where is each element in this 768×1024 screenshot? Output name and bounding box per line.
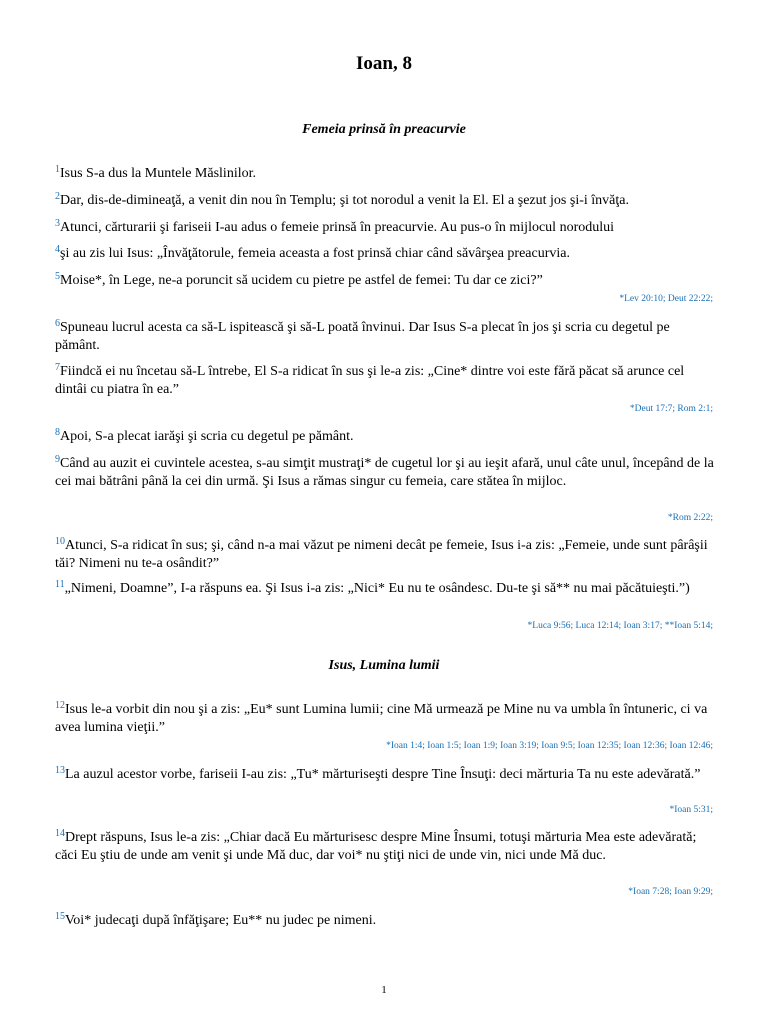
- cross-reference: *Ioan 1:4; Ioan 1:5; Ioan 1:9; Ioan 3:19; Ioan 9:5; Ioan 12:35; Ioan 12:36; Ioan 12:46;: [386, 741, 713, 751]
- page-title: Ioan, 8: [356, 53, 412, 74]
- verse-text: Atunci, cărturarii şi fariseii I-au adus o femeie prinsă în preacurvie. Au pus-o în mijlocul norodului: [60, 220, 615, 235]
- cross-reference: *Deut 17:7; Rom 2:1;: [629, 404, 713, 414]
- cross-reference: *Rom 2:22;: [667, 513, 713, 523]
- verse-number: 7: [55, 362, 60, 373]
- verse: [55, 912, 715, 930]
- verse-number: 13: [55, 765, 65, 776]
- verse: [55, 363, 715, 399]
- verse-number: 6: [55, 318, 60, 329]
- verse-text: Când au auzit ei cuvintele acestea, s-au simţit mustraţi* de cugetul lor şi au ieşit afară, unul câte unul, începând de la cei mai bătrâni până la cei din urmă. Şi Isus a rămas singur cu femeia, care stătea în mijloc.: [55, 456, 714, 489]
- verse-text: Voi* judecaţi după înfăţişare; Eu** nu judec pe nimeni.: [65, 913, 377, 928]
- verse: [55, 272, 715, 290]
- verse-text: Fiindcă ei nu încetau să-L întrebe, El S-a ridicat în sus şi le-a zis: „Cine* dintre voi este fără păcat să arunce cel dintâi cu piatra în ea.”: [55, 364, 685, 397]
- verse-text: Drept răspuns, Isus le-a zis: „Chiar dacă Eu mărturisesc despre Mine Însumi, totuşi mărturia Mea este adevărată; căci Eu ştiu de unde am venit şi unde Mă duc, dar voi* nu ştiţi nici de unde vin, nici unde Mă duc.: [55, 830, 697, 863]
- verse-text: Atunci, S-a ridicat în sus; şi, când n-a mai văzut pe nimeni decât pe femeie, Isus i-a zis: „Femeie, unde sunt pârâşii tăi? Nimeni nu te-a osândit?”: [55, 538, 708, 571]
- verse-text: şi au zis lui Isus: „Învăţătorule, femeia aceasta a fost prinsă chiar când săvârşea preacurvia.: [60, 246, 570, 261]
- verse: [55, 192, 715, 210]
- verse: [55, 537, 715, 573]
- cross-reference: *Lev 20:10; Deut 22:22;: [619, 294, 713, 304]
- page-number: 1: [381, 984, 387, 996]
- verse-number: 4: [55, 244, 60, 255]
- cross-reference: *Ioan 5:31;: [669, 805, 713, 815]
- verse-number: 12: [55, 700, 65, 711]
- verse: [55, 219, 715, 237]
- verse: [55, 766, 715, 784]
- verse: [55, 455, 715, 491]
- verse-number: 14: [55, 828, 65, 839]
- verse: [55, 245, 715, 263]
- cross-reference: *Luca 9:56; Luca 12:14; Ioan 3:17; **Ioan 5:14;: [527, 621, 713, 631]
- verse: [55, 319, 715, 355]
- verse-number: 5: [55, 271, 60, 282]
- section-heading: Isus, Lumina lumii: [328, 658, 440, 673]
- verse: [55, 701, 715, 737]
- verse-number: 11: [55, 579, 65, 590]
- verse-text: Spuneau lucrul acesta ca să-L ispitească şi să-L poată învinui. Dar Isus S-a plecat în jos şi scria cu degetul pe pământ.: [55, 320, 670, 353]
- cross-reference: *Ioan 7:28; Ioan 9:29;: [628, 887, 713, 897]
- verse: [55, 829, 715, 865]
- verse-text: Apoi, S-a plecat iarăşi şi scria cu degetul pe pământ.: [60, 429, 354, 444]
- verse-number: 8: [55, 427, 60, 438]
- verse-text: Dar, dis-de-dimineaţă, a venit din nou în Templu; şi tot norodul a venit la El. El a şezut jos şi-i învăţa.: [60, 193, 629, 208]
- verse-text: „Nimeni, Doamne”, I-a răspuns ea. Şi Isus i-a zis: „Nici* Eu nu te osândesc. Du-te şi să** nu mai păcătuieşti.”): [64, 581, 690, 596]
- verse-text: Isus S-a dus la Muntele Măslinilor.: [60, 166, 256, 181]
- verse-number: 2: [55, 191, 60, 202]
- verse-number: 9: [55, 454, 60, 465]
- verse-text: Moise*, în Lege, ne-a poruncit să ucidem cu pietre pe astfel de femei: Tu dar ce zici?”: [60, 273, 543, 288]
- verse-number: 1: [55, 164, 60, 175]
- verse-text: La auzul acestor vorbe, fariseii I-au zis: „Tu* mărturiseşti despre Tine Însuţi: deci mărturia Ta nu este adevărată.”: [65, 767, 701, 782]
- verse-number: 10: [55, 536, 65, 547]
- verse-number: 15: [55, 911, 65, 922]
- verse: [55, 428, 715, 446]
- verse: [55, 580, 715, 598]
- verse: [55, 165, 715, 183]
- section-heading: Femeia prinsă în preacurvie: [302, 122, 466, 137]
- verse-text: Isus le-a vorbit din nou şi a zis: „Eu* sunt Lumina lumii; cine Mă urmează pe Mine nu va umbla în întuneric, ci va avea lumina vieţii.”: [55, 702, 708, 735]
- verse-number: 3: [55, 218, 60, 229]
